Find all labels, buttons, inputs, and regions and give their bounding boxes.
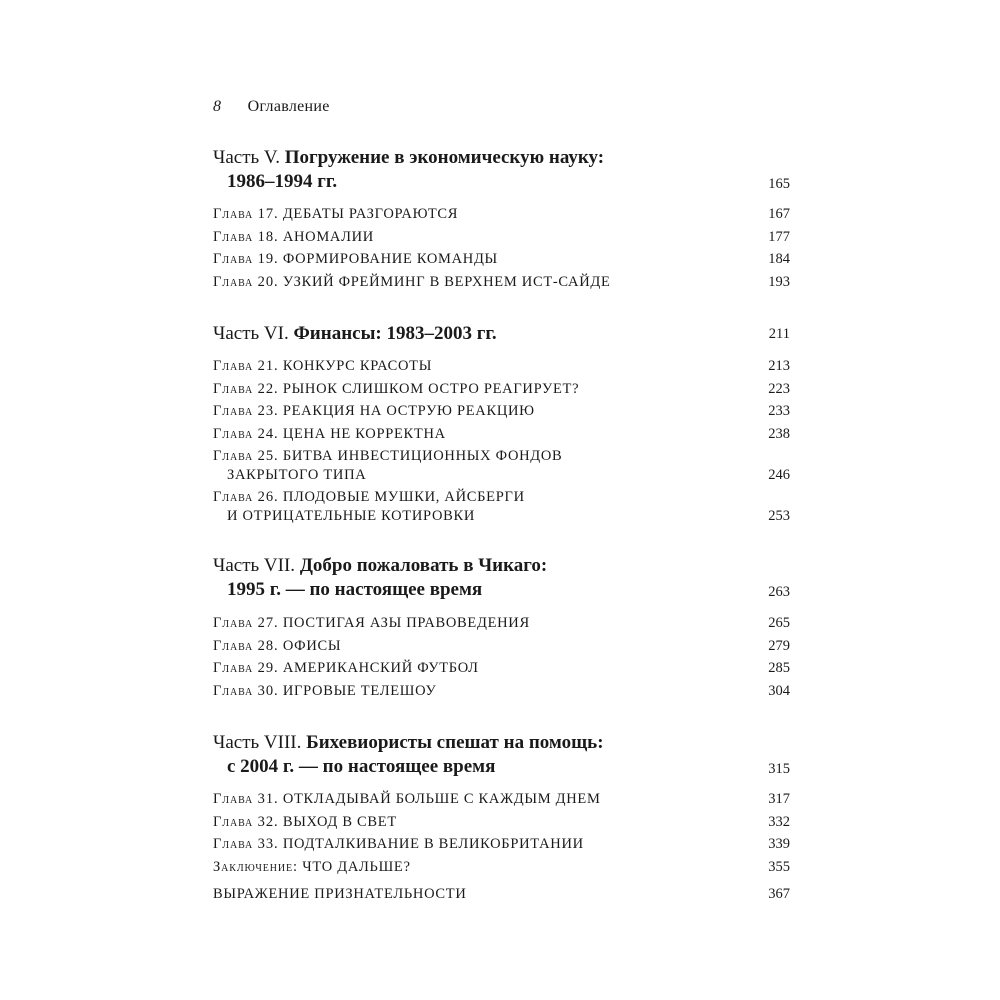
- toc-part-6[interactable]: [213, 322, 790, 346]
- part-title: Добро пожаловать в Чикаго:: [299, 555, 548, 576]
- toc-conclusion[interactable]: [213, 858, 790, 877]
- chapter-page-number: 279: [768, 638, 790, 654]
- toc-chapter-18[interactable]: [213, 228, 790, 247]
- chapter-page-number: 177: [768, 229, 790, 245]
- chapter-prefix: Глава 30.: [213, 683, 279, 699]
- part-title-continued: 1995 г. — по настоящее время: [227, 579, 483, 600]
- chapter-prefix: Глава 32.: [213, 814, 279, 830]
- chapter-page-number: 253: [768, 508, 790, 524]
- chapter-page-number: 317: [768, 791, 790, 807]
- page-number: 8: [213, 98, 222, 115]
- toc-part-8[interactable]: [213, 731, 790, 781]
- chapter-page-number: 167: [768, 206, 790, 222]
- chapter-prefix: Глава 25.: [213, 448, 279, 464]
- chapter-title: ПЛОДОВЫЕ МУШКИ, АЙСБЕРГИ: [282, 489, 525, 505]
- chapter-title: АНОМАЛИИ: [282, 229, 374, 245]
- part-page-number: 165: [768, 176, 790, 192]
- toc-acknowledgements[interactable]: [213, 885, 790, 904]
- part-page-number: 263: [768, 584, 790, 600]
- toc-chapter-29[interactable]: [213, 659, 790, 678]
- chapter-title-continued: И ОТРИЦАТЕЛЬНЫЕ КОТИРОВКИ: [227, 508, 476, 524]
- chapter-prefix: Глава 24.: [213, 426, 279, 442]
- chapter-title: РЕАКЦИЯ НА ОСТРУЮ РЕАКЦИЮ: [282, 403, 535, 419]
- chapter-title: КОНКУРС КРАСОТЫ: [282, 358, 433, 374]
- chapter-title: РЫНОК СЛИШКОМ ОСТРО РЕАГИРУЕТ?: [282, 381, 580, 397]
- part-title-continued: с 2004 г. — по настоящее время: [227, 756, 496, 777]
- chapter-prefix: Глава 27.: [213, 615, 279, 631]
- toc-chapter-23[interactable]: [213, 402, 790, 421]
- chapter-title: ОТКЛАДЫВАЙ БОЛЬШЕ С КАЖДЫМ ДНЕМ: [282, 791, 601, 807]
- part-title-continued: 1986–1994 гг.: [227, 171, 338, 192]
- toc-chapter-31[interactable]: [213, 790, 790, 809]
- chapter-prefix: Глава 26.: [213, 489, 279, 505]
- chapter-title: АМЕРИКАНСКИЙ ФУТБОЛ: [282, 660, 479, 676]
- chapter-prefix: Заключение:: [213, 859, 298, 875]
- toc-chapter-22[interactable]: [213, 380, 790, 399]
- chapter-title: ДЕБАТЫ РАЗГОРАЮТСЯ: [282, 206, 459, 222]
- chapter-prefix: Глава 17.: [213, 206, 279, 222]
- running-head-title: Оглавление: [247, 98, 330, 115]
- toc-chapter-20[interactable]: [213, 273, 790, 292]
- chapter-page-number: 332: [768, 814, 790, 830]
- part-page-number: 315: [768, 761, 790, 777]
- toc-chapter-24[interactable]: [213, 425, 790, 444]
- part-title: Финансы: 1983–2003 гг.: [293, 323, 497, 344]
- chapter-prefix: Глава 22.: [213, 381, 279, 397]
- chapter-prefix: Глава 29.: [213, 660, 279, 676]
- chapter-title: ЧТО ДАЛЬШЕ?: [302, 859, 411, 875]
- chapter-page-number: 285: [768, 660, 790, 676]
- chapter-title: ВЫХОД В СВЕТ: [282, 814, 397, 830]
- chapter-page-number: 213: [768, 358, 790, 374]
- chapter-title: ОФИСЫ: [282, 638, 342, 654]
- running-head: [213, 98, 330, 116]
- part-label: Часть VI.: [213, 323, 289, 344]
- toc-chapter-32[interactable]: [213, 813, 790, 832]
- chapter-page-number: 223: [768, 381, 790, 397]
- chapter-prefix: Глава 23.: [213, 403, 279, 419]
- chapter-title: УЗКИЙ ФРЕЙМИНГ В ВЕРХНЕМ ИСТ-САЙДЕ: [282, 274, 611, 290]
- chapter-prefix: Глава 19.: [213, 251, 279, 267]
- chapter-page-number: 367: [768, 886, 790, 902]
- chapter-title: ПОСТИГАЯ АЗЫ ПРАВОВЕДЕНИЯ: [282, 615, 530, 631]
- chapter-title: ПОДТАЛКИВАНИЕ В ВЕЛИКОБРИТАНИИ: [282, 836, 584, 852]
- chapter-prefix: Глава 18.: [213, 229, 279, 245]
- chapter-prefix: Глава 33.: [213, 836, 279, 852]
- toc-chapter-19[interactable]: [213, 250, 790, 269]
- chapter-title: ВЫРАЖЕНИЕ ПРИЗНАТЕЛЬНОСТИ: [213, 886, 467, 902]
- chapter-title: ИГРОВЫЕ ТЕЛЕШОУ: [282, 683, 437, 699]
- chapter-prefix: Глава 21.: [213, 358, 279, 374]
- toc-chapter-26[interactable]: [213, 488, 790, 526]
- part-label: Часть VIII.: [213, 732, 302, 753]
- toc-chapter-25[interactable]: [213, 447, 790, 485]
- part-label: Часть V.: [213, 147, 280, 168]
- chapter-prefix: Глава 20.: [213, 274, 279, 290]
- toc-chapter-17[interactable]: [213, 205, 790, 224]
- toc-chapter-28[interactable]: [213, 637, 790, 656]
- chapter-page-number: 355: [768, 859, 790, 875]
- chapter-title: ФОРМИРОВАНИЕ КОМАНДЫ: [282, 251, 498, 267]
- chapter-page-number: 339: [768, 836, 790, 852]
- chapter-title: БИТВА ИНВЕСТИЦИОННЫХ ФОНДОВ: [282, 448, 563, 464]
- part-page-number: 211: [768, 326, 790, 342]
- chapter-page-number: 233: [768, 403, 790, 419]
- part-title: Погружение в экономическую науку:: [284, 147, 605, 168]
- chapter-page-number: 246: [768, 467, 790, 483]
- toc-chapter-21[interactable]: [213, 357, 790, 376]
- chapter-page-number: 193: [768, 274, 790, 290]
- toc-chapter-33[interactable]: [213, 835, 790, 854]
- part-title: Бихевиористы спешат на помощь:: [306, 732, 604, 753]
- toc-part-7[interactable]: [213, 554, 790, 604]
- chapter-title-continued: ЗАКРЫТОГО ТИПА: [227, 467, 367, 483]
- toc-part-5[interactable]: [213, 146, 790, 196]
- chapter-page-number: 265: [768, 615, 790, 631]
- chapter-prefix: Глава 31.: [213, 791, 279, 807]
- toc-chapter-30[interactable]: [213, 682, 790, 701]
- chapter-page-number: 304: [768, 683, 790, 699]
- part-label: Часть VII.: [213, 555, 296, 576]
- chapter-prefix: Глава 28.: [213, 638, 279, 654]
- chapter-title: ЦЕНА НЕ КОРРЕКТНА: [282, 426, 446, 442]
- toc-chapter-27[interactable]: [213, 614, 790, 633]
- chapter-page-number: 184: [768, 251, 790, 267]
- chapter-page-number: 238: [768, 426, 790, 442]
